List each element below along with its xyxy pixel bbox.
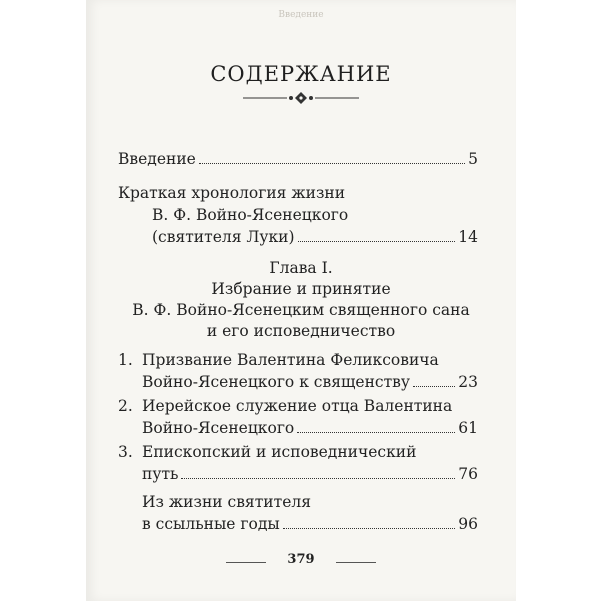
toc-entry-chronology-line2[interactable]: В. Ф. Войно-Ясенецкого <box>152 206 349 224</box>
chapter-number: Глава I. <box>269 259 333 277</box>
leader-dots <box>199 162 465 164</box>
toc-entry-label: Введение <box>118 150 196 168</box>
toc-page-number: 5 <box>468 150 478 168</box>
running-head: Введение <box>278 10 324 20</box>
chapter-heading <box>86 258 516 342</box>
toc-entry-label: путь <box>142 465 179 483</box>
toc-page-number: 76 <box>458 465 478 483</box>
toc-entry-label: (святителя Луки) <box>152 228 295 246</box>
toc-entry-label: Войно-Ясенецкого <box>142 419 295 437</box>
section-3-line1[interactable]: Епископский и исповеднический <box>142 443 417 461</box>
leader-dots <box>283 527 456 529</box>
leader-dots <box>413 385 455 387</box>
toc-entry-label: Войно-Ясенецкого к священству <box>142 373 411 391</box>
toc-entry-introduction[interactable] <box>118 149 478 169</box>
section-number: 3. <box>118 443 133 461</box>
section-2-entry[interactable] <box>142 418 478 438</box>
folio-rule-right <box>336 562 376 563</box>
chapter-title-line2: В. Ф. Войно-Ясенецким священного сана <box>132 301 470 319</box>
toc-page-number: 61 <box>458 419 478 437</box>
ornament-divider-icon <box>241 91 361 105</box>
toc-entry-chronology[interactable] <box>152 227 478 247</box>
toc-entry-chronology-line1[interactable]: Краткая хронология жизни <box>118 184 346 202</box>
subsection-line1[interactable]: Из жизни святителя <box>142 493 311 511</box>
subsection-entry[interactable] <box>142 514 478 534</box>
section-number: 1. <box>118 351 133 369</box>
section-1-entry[interactable] <box>142 372 478 392</box>
leader-dots <box>181 477 455 479</box>
toc-page-number: 14 <box>458 228 478 246</box>
chapter-title-line3: и его исповедничество <box>206 322 396 340</box>
section-3-entry[interactable] <box>142 464 478 484</box>
book-page <box>86 0 516 601</box>
toc-page-number: 23 <box>458 373 478 391</box>
chapter-title-line1: Избрание и принятие <box>211 280 391 298</box>
section-1-line1[interactable]: Призвание Валентина Феликсовича <box>142 351 439 369</box>
section-number: 2. <box>118 397 133 415</box>
page-number: 379 <box>287 552 315 567</box>
section-2-line1[interactable]: Иерейское служение отца Валентина <box>142 397 453 415</box>
toc-entry-label: в ссыльные годы <box>142 515 280 533</box>
leader-dots <box>298 240 456 242</box>
page-title: СОДЕРЖАНИЕ <box>210 62 392 86</box>
leader-dots <box>297 431 455 433</box>
toc-page-number: 96 <box>458 515 478 533</box>
